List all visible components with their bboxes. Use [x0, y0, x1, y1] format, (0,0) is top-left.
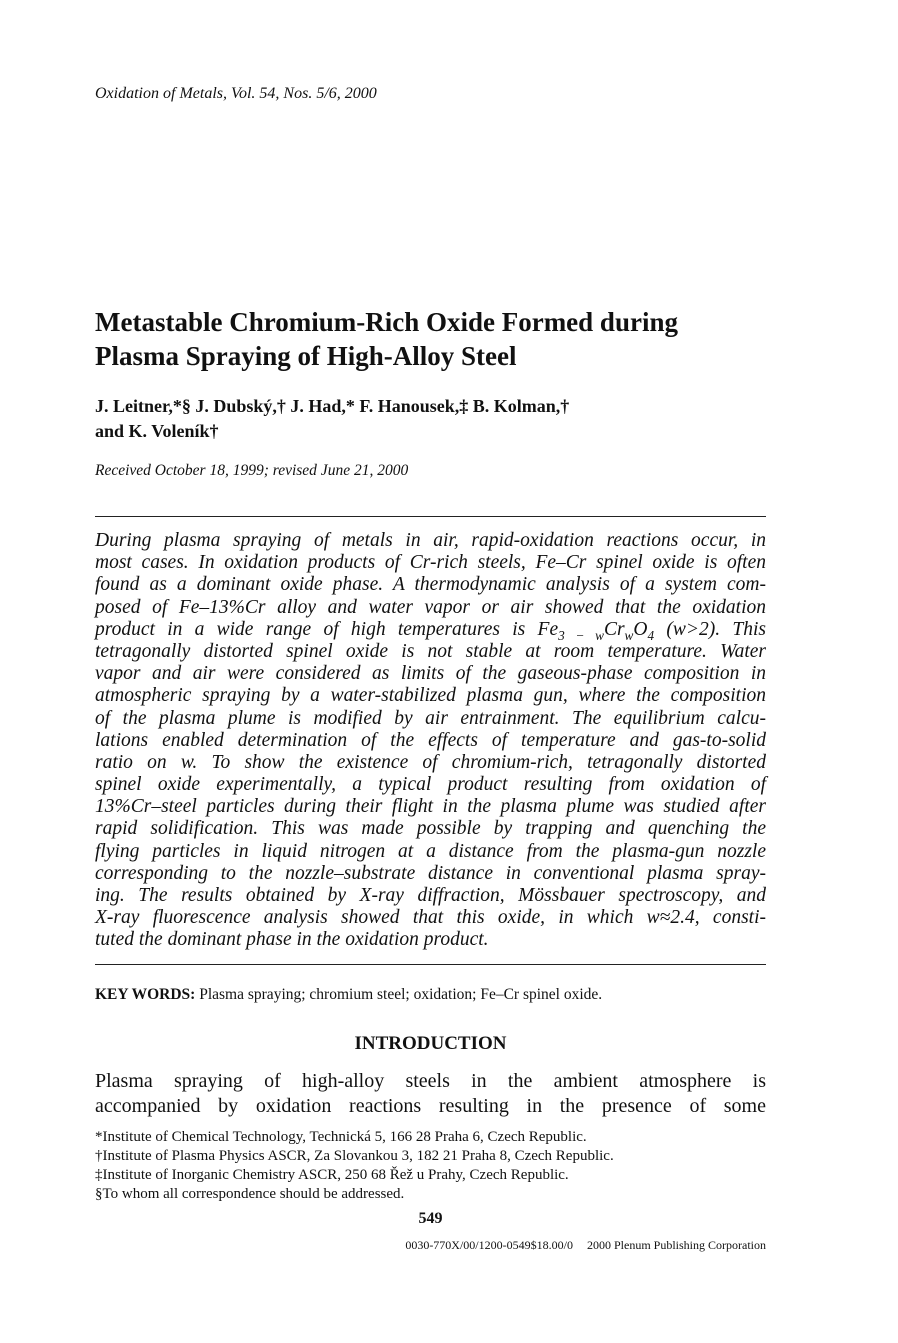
abstract-line: flying particles in liquid nitrogen at a distance from the plasma-gun nozzle — [95, 840, 766, 862]
page-number: 549 — [418, 1210, 443, 1227]
article-title-line: Metastable Chromium-Rich Oxide Formed during — [95, 307, 678, 337]
formula-o-subscript: 4 — [647, 627, 655, 643]
copyright-line — [95, 1237, 766, 1253]
abstract-line: tetragonally distorted spinel oxide is not stable at room temperature. Water — [95, 640, 766, 662]
article-code: 0030-770X/00/1200-0549$18.00/0 — [405, 1238, 573, 1252]
abstract-line: tuted the dominant phase in the oxidation product. — [95, 929, 489, 951]
article-title — [95, 305, 775, 373]
abstract-line: found as a dominant oxide phase. A thermodynamic analysis of a system com- — [95, 574, 766, 596]
formula-fe-subscript: 3 − w — [558, 627, 604, 643]
abstract-line: of the plasma plume is modified by air entrainment. The equilibrium calcu- — [95, 707, 766, 729]
publisher: 2000 Plenum Publishing Corporation — [586, 1238, 766, 1252]
abstract-line: 13%Cr–steel particles during their flight in the plasma plume was studied after — [95, 796, 766, 818]
abstract-line: corresponding to the nozzle–substrate distance in conventional plasma spray- — [95, 862, 766, 884]
footnote: †Institute of Plasma Physics ASCR, Za Slovankou 3, 182 21 Praha 8, Czech Republic. — [95, 1148, 614, 1164]
article-title-line: Plasma Spraying of High-Alloy Steel — [95, 341, 517, 371]
abstract-line: posed of Fe–13%Cr alloy and water vapor or air showed that the oxidation — [95, 596, 766, 618]
received-dates: Received October 18, 1999; revised June 21, 2000 — [95, 462, 409, 479]
abstract-line: atmospheric spraying by a water-stabilized plasma gun, where the composition — [95, 685, 766, 707]
introduction-line: accompanied by oxidation reactions resulting in the presence of some — [95, 1095, 766, 1117]
author-list — [95, 394, 775, 444]
formula-fe: Fe — [537, 618, 559, 640]
abstract-line: During plasma spraying of metals in air, rapid-oxidation reactions occur, in — [95, 530, 766, 551]
footnotes — [95, 1128, 766, 1204]
abstract-line: rapid solidification. This was made possible by trapping and quenching the — [95, 818, 766, 840]
abstract — [95, 530, 766, 952]
formula-cr: Cr — [603, 618, 625, 640]
author-line: and K. Voleník† — [95, 421, 219, 441]
abstract-line: spinel oxide experimentally, a typical product resulting from oxidation of — [95, 774, 766, 796]
abstract-line: lations enabled determination of the effects of temperature and gas-to-solid — [95, 729, 766, 751]
journal-citation: Oxidation of Metals, Vol. 54, Nos. 5/6, 2000 — [95, 85, 377, 102]
abstract-line: ing. The results obtained by X-ray diffraction, Mössbauer spectroscopy, and — [95, 885, 766, 906]
abstract-line: X-ray fluorescence analysis showed that this oxide, in which w≈2.4, consti- — [95, 907, 766, 929]
abstract-line: most cases. In oxidation products of Cr-rich steels, Fe–Cr spinel oxide is often — [95, 552, 766, 574]
abstract-formula-line — [95, 619, 766, 641]
footnote: *Institute of Chemical Technology, Technická 5, 166 28 Praha 6, Czech Republic. — [95, 1129, 587, 1145]
abstract-bottom-rule — [95, 964, 766, 965]
footnote: ‡Institute of Inorganic Chemistry ASCR, 250 68 Řež u Prahy, Czech Republic. — [95, 1167, 569, 1183]
footnote: §To whom all correspondence should be addressed. — [95, 1186, 405, 1202]
abstract-line: vapor and air were considered as limits of the gaseous-phase composition in — [95, 663, 766, 685]
keywords-label: KEY WORDS: — [95, 986, 196, 1003]
formula-o: O — [633, 618, 648, 640]
keywords-text: Plasma spraying; chromium steel; oxidation; Fe–Cr spinel oxide. — [195, 986, 603, 1003]
keywords — [95, 985, 602, 1005]
formula-text-after: (w>2). This — [654, 618, 767, 640]
abstract-line: ratio on w. To show the existence of chromium-rich, tetragonally distorted — [95, 751, 766, 773]
introduction-body — [95, 1069, 766, 1119]
author-line: J. Leitner,*§ J. Dubský,† J. Had,* F. Hanousek,‡ B. Kolman,† — [95, 396, 570, 416]
introduction-line: Plasma spraying of high-alloy steels in the ambient atmosphere is — [95, 1070, 766, 1092]
abstract-top-rule — [95, 516, 766, 517]
section-heading-introduction: INTRODUCTION — [354, 1033, 507, 1054]
formula-cr-subscript: w — [624, 627, 634, 643]
formula-text-before: product in a wide range of high temperatures is — [95, 618, 538, 640]
